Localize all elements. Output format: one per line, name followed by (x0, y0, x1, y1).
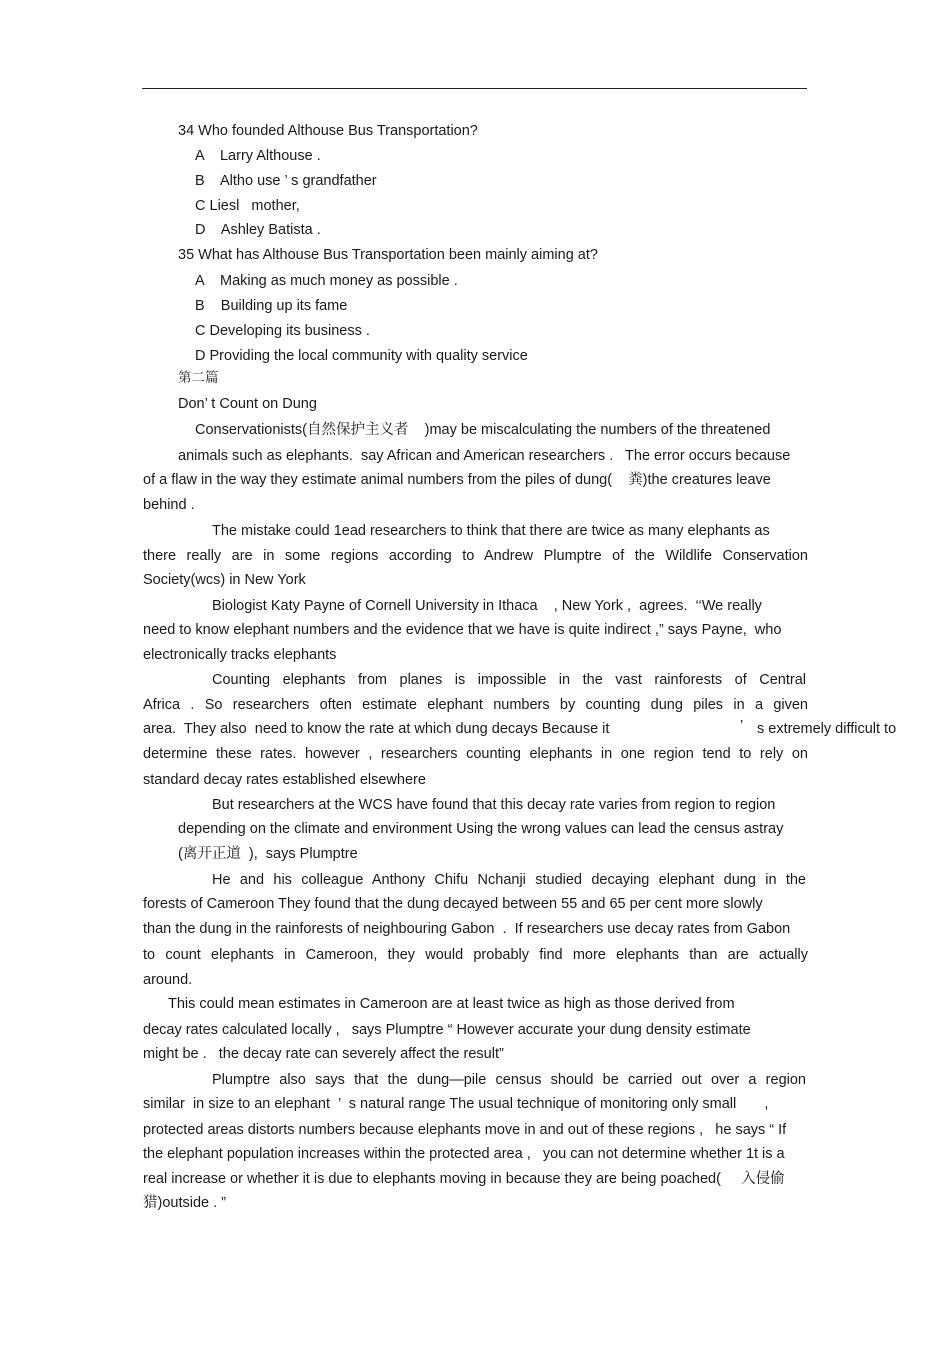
question-35-stem: 35 What has Althouse Bus Transportation been mainly aiming at? (178, 247, 598, 263)
question-35-option-a: A Making as much money as possible . (195, 273, 458, 289)
article-line: forests of Cameroon They found that the dung decayed between 55 and 65 per cent more slowly (143, 896, 763, 912)
article-line: Conservationists(自然保护主义者 )may be miscalculating the numbers of the threatened (195, 422, 771, 438)
article-line: animals such as elephants. say African and American researchers . The error occurs because (178, 448, 791, 464)
article-line: standard decay rates established elsewhere (143, 772, 426, 788)
article-line: Counting elephants from planes is impossible in the vast rainforests of Central (212, 672, 806, 688)
header-rule (142, 88, 807, 89)
article-line: real increase or whether it is due to elephants moving in because they are being poached( 入侵偷 (143, 1171, 785, 1187)
article-line: Biologist Katy Payne of Cornell University in Ithaca , New York , agrees. ‘‘We really (212, 598, 762, 614)
article-line: than the dung in the rainforests of neighbouring Gabon . If researchers use decay rates from Gabon (143, 921, 791, 937)
section-label: 第二篇 (178, 370, 219, 386)
question-34-option-c: C Liesl mother, (195, 198, 300, 214)
question-34-stem: 34 Who founded Althouse Bus Transportation? (178, 123, 478, 139)
article-line: s extremely difficult to (757, 721, 897, 737)
article-line: of a flaw in the way they estimate animal numbers from the piles of dung( 粪)the creatures leave (143, 472, 771, 488)
article-title: Don’ t Count on Dung (178, 396, 317, 412)
article-line: to count elephants in Cameroon, they would probably find more elephants than are actually (143, 947, 808, 963)
question-35-option-c: C Developing its business . (195, 323, 370, 339)
article-line: (离开正道 ), says Plumptre (178, 846, 358, 862)
article-line: determine these rates. however , researchers counting elephants in one region tend to rely on (143, 746, 808, 762)
article-line: He and his colleague Anthony Chifu Nchanji studied decaying elephant dung in the (212, 872, 806, 888)
article-line: electronically tracks elephants (143, 647, 337, 663)
article-line: This could mean estimates in Cameroon are at least twice as high as those derived from (168, 996, 735, 1012)
article-line: need to know elephant numbers and the evidence that we have is quite indirect ,” says Payne, who (143, 622, 782, 638)
question-35-option-b: B Building up its fame (195, 298, 348, 314)
article-line: Africa . So researchers often estimate elephant numbers by counting dung piles in a given (143, 697, 808, 713)
question-34-option-a: A Larry Althouse . (195, 148, 321, 164)
question-35-option-d: D Providing the local community with quality service (195, 348, 528, 364)
article-line: might be . the decay rate can severely affect the result” (143, 1046, 504, 1062)
question-34-option-b: B Altho use ’ s grandfather (195, 173, 377, 189)
article-line: protected areas distorts numbers because elephants move in and out of these regions , he says “ If (143, 1122, 787, 1138)
article-line: behind . (143, 497, 195, 513)
article-line: Society(wcs) in New York (143, 572, 306, 588)
article-line: Plumptre also says that the dung—pile census should be carried out over a region (212, 1072, 806, 1088)
article-line: there really are in some regions according to Andrew Plumptre of the Wildlife Conservation (143, 548, 808, 564)
article-line: ’ (740, 718, 744, 734)
article-line: The mistake could 1ead researchers to think that there are twice as many elephants as (212, 523, 770, 539)
article-line: the elephant population increases within the protected area , you can not determine whether 1t is a (143, 1146, 785, 1162)
article-line: decay rates calculated locally , says Plumptre “ However accurate your dung density estimate (143, 1022, 751, 1038)
article-line: similar in size to an elephant ’ s natural range The usual technique of monitoring only small , (143, 1096, 769, 1112)
article-line: depending on the climate and environment Using the wrong values can lead the census astray (178, 821, 784, 837)
article-line: 猎)outside . ” (143, 1195, 226, 1211)
article-line: around. (143, 972, 193, 988)
article-line: area. They also need to know the rate at which dung decays Because it (143, 721, 610, 737)
question-34-option-d: D Ashley Batista . (195, 222, 321, 238)
article-line: But researchers at the WCS have found that this decay rate varies from region to region (212, 797, 776, 813)
